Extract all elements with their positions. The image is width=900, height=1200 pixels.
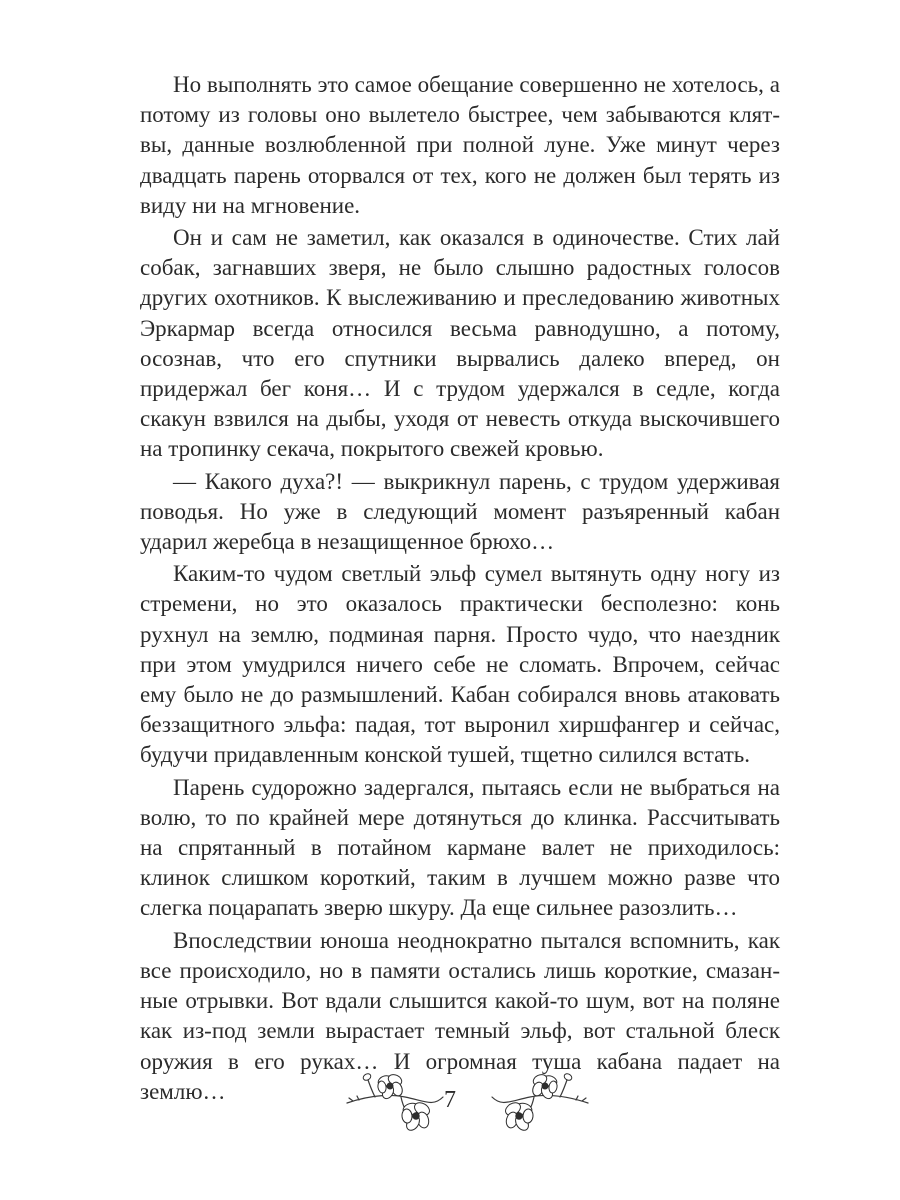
blossom-branch-icon: [490, 1067, 590, 1137]
paragraph: Он и сам не заметил, как оказался в одиночестве. Стих лай собак, загнавших зверя, не было слышно радостных голосов других охотников. К выслеживанию и преследованию животных Эркармар всегда относился весьма равнодушно, а потому, осознав, что его спутники вырвались далеко вперед, он придержал бег коня… И с трудом удержался в седле, когда скакун взвился на дыбы, уходя от невесть откуда выскочившего на тропинку секача, покрытого свежей кровью.: [140, 225, 780, 462]
paragraph: Впоследствии юноша неоднократно пытался вспомнить, как все происходило, но в памяти остались лишь короткие, смазанные отрывки. Вот вдали слышится какой-то шум, вот на поляне как из-под земли вырастает темный эльф, вот стальной блеск оружия в его руках… И огромная туша кабана падает на землю…: [140, 927, 780, 1104]
paragraph: — Какого духа?! — выкрикнул парень, с трудом удерживая поводья. Но уже в следующий момент разъяренный кабан ударил жеребца в незащищенное брюхо…: [140, 468, 780, 555]
page-footer: [0, 1065, 900, 1145]
paragraph: Но выполнять это самое обещание совершенно не хотелось, а потому из головы оно вылетело быстрее, чем забываются клятвы, данные возлюбленной при полной луне. Уже минут через двадцать парень оторвался от тех, кого не должен был терять из виду ни на мгновение.: [140, 72, 780, 218]
body-text: [140, 70, 780, 1109]
page-number: 7: [444, 1087, 456, 1113]
paragraph: Каким-то чудом светлый эльф сумел вытянуть одну ногу из стремени, но это оказалось практически бесполезно: конь рухнул на землю, подминая парня. Просто чудо, что наездник при этом умудрился ничего себе не сломать. Впрочем, сейчас ему было не до размышлений. Кабан собирался вновь атаковать беззащитного эльфа: падая, тот выронил хиршфангер и сейчас, будучи придавленным конской тушей, тщетно силился встать.: [140, 561, 780, 768]
paragraph: Парень судорожно задергался, пытаясь если не выбраться на волю, то по крайней мере дотянуться до клинка. Рассчитывать на спрятанный в потайном кармане валет не приходилось: клинок слишком короткий, таким в лучшем можно разве что слегка поцарапать зверю шкуру. Да еще сильнее разозлить…: [140, 774, 780, 921]
